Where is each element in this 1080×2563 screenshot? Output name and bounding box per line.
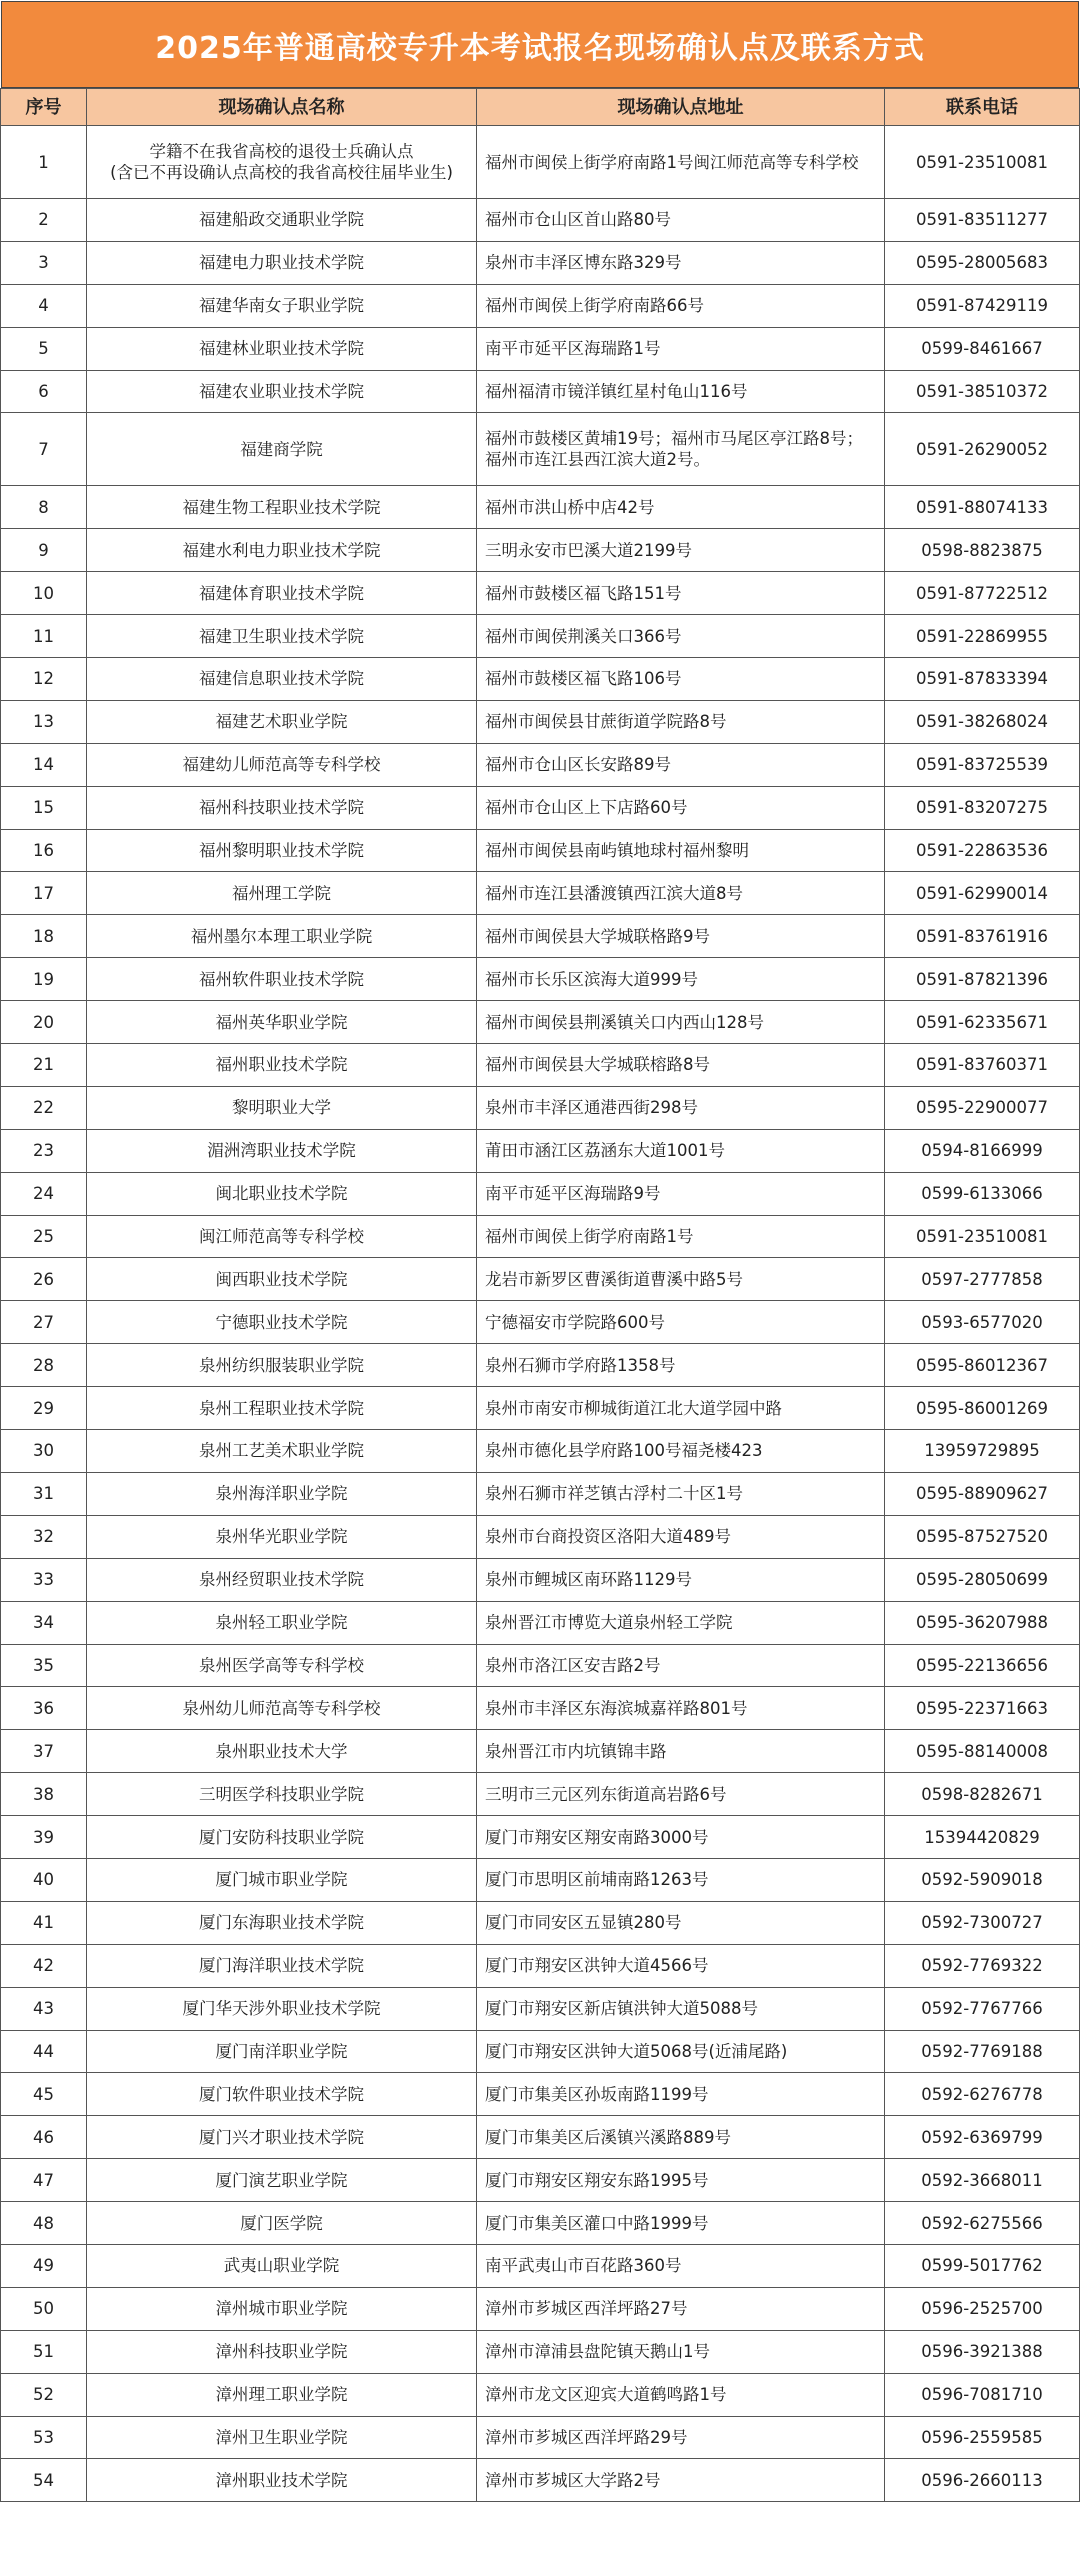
- row-site-name: 福建商学院: [87, 413, 477, 486]
- row-site-name: 厦门南洋职业学院: [87, 2030, 477, 2073]
- row-phone: 0597-2777858: [885, 1258, 1080, 1301]
- row-site-name: 福州黎明职业技术学院: [87, 829, 477, 872]
- row-site-address: 莆田市涵江区荔涵东大道1001号: [477, 1129, 885, 1172]
- row-index: 51: [1, 2330, 87, 2373]
- table-row: [1, 1601, 1080, 1644]
- row-site-address: 厦门市翔安区洪钟大道4566号: [477, 1944, 885, 1987]
- row-site-address: 厦门市翔安区洪钟大道5068号(近浦尾路): [477, 2030, 885, 2073]
- table-row: [1, 2416, 1080, 2459]
- table-row: [1, 1773, 1080, 1816]
- table-row: [1, 1944, 1080, 1987]
- row-phone: 0598-8282671: [885, 1773, 1080, 1816]
- table-row: [1, 241, 1080, 284]
- row-phone: 0595-36207988: [885, 1601, 1080, 1644]
- row-index: 2: [1, 199, 87, 242]
- table-row: [1, 1344, 1080, 1387]
- table-row: [1, 284, 1080, 327]
- row-site-name: 武夷山职业学院: [87, 2244, 477, 2287]
- table-row: [1, 1687, 1080, 1730]
- row-site-address: 福州市闽侯荆溪关口366号: [477, 615, 885, 658]
- row-site-address: 福州市洪山桥中店42号: [477, 486, 885, 529]
- row-phone: 0595-28005683: [885, 241, 1080, 284]
- row-phone: 0592-5909018: [885, 1858, 1080, 1901]
- row-phone: 0595-87527520: [885, 1515, 1080, 1558]
- row-site-name: 泉州工程职业技术学院: [87, 1387, 477, 1430]
- table-row: [1, 1301, 1080, 1344]
- row-phone: 0594-8166999: [885, 1129, 1080, 1172]
- row-index: 4: [1, 284, 87, 327]
- row-phone: 0596-7081710: [885, 2373, 1080, 2416]
- row-site-name: 福州墨尔本理工职业学院: [87, 915, 477, 958]
- row-phone: 0598-8823875: [885, 529, 1080, 572]
- row-site-name: 福州软件职业技术学院: [87, 958, 477, 1001]
- row-index: 45: [1, 2073, 87, 2116]
- row-site-address: 福州市鼓楼区福飞路151号: [477, 572, 885, 615]
- row-site-address: 漳州市龙文区迎宾大道鹤鸣路1号: [477, 2373, 885, 2416]
- table-row: [1, 1987, 1080, 2030]
- row-index: 40: [1, 1858, 87, 1901]
- row-site-name: 泉州医学高等专科学校: [87, 1644, 477, 1687]
- table-row: [1, 1215, 1080, 1258]
- row-index: 19: [1, 958, 87, 1001]
- row-site-address: 厦门市集美区孙坂南路1199号: [477, 2073, 885, 2116]
- row-site-name: 泉州经贸职业技术学院: [87, 1558, 477, 1601]
- table-row: [1, 1644, 1080, 1687]
- row-phone: 0595-28050699: [885, 1558, 1080, 1601]
- row-site-name: 福建电力职业技术学院: [87, 241, 477, 284]
- row-index: 39: [1, 1816, 87, 1859]
- row-site-address: 龙岩市新罗区曹溪街道曹溪中路5号: [477, 1258, 885, 1301]
- row-site-address: 泉州市台商投资区洛阳大道489号: [477, 1515, 885, 1558]
- row-phone: 0591-83761916: [885, 915, 1080, 958]
- table-row: [1, 1172, 1080, 1215]
- row-site-address: 南平市延平区海瑞路9号: [477, 1172, 885, 1215]
- row-site-name: 福建艺术职业学院: [87, 700, 477, 743]
- table-row: [1, 743, 1080, 786]
- row-phone: 0591-87429119: [885, 284, 1080, 327]
- row-site-address: 三明永安市巴溪大道2199号: [477, 529, 885, 572]
- row-phone: 0591-22863536: [885, 829, 1080, 872]
- row-phone: 0593-6577020: [885, 1301, 1080, 1344]
- row-index: 43: [1, 1987, 87, 2030]
- row-site-name: 厦门软件职业技术学院: [87, 2073, 477, 2116]
- row-site-name: 福建林业职业技术学院: [87, 327, 477, 370]
- row-phone: 0591-23510081: [885, 126, 1080, 199]
- table-row: [1, 529, 1080, 572]
- row-phone: 0591-38268024: [885, 700, 1080, 743]
- row-site-name: 泉州华光职业学院: [87, 1515, 477, 1558]
- row-index: 12: [1, 658, 87, 701]
- row-site-address: 厦门市翔安区翔安南路3000号: [477, 1816, 885, 1859]
- table-row: [1, 199, 1080, 242]
- row-site-address: 厦门市同安区五显镇280号: [477, 1901, 885, 1944]
- table-row: [1, 370, 1080, 413]
- row-site-name: 漳州科技职业学院: [87, 2330, 477, 2373]
- row-site-address: 福州市闽侯县大学城联格路9号: [477, 915, 885, 958]
- row-site-address: 漳州市芗城区西洋坪路27号: [477, 2287, 885, 2330]
- table-header-row: [1, 89, 1080, 126]
- table-row: [1, 915, 1080, 958]
- row-site-address: 福州市闽侯县甘蔗街道学院路8号: [477, 700, 885, 743]
- table-row: [1, 1001, 1080, 1044]
- table-row: [1, 1816, 1080, 1859]
- row-site-name: 福建船政交通职业学院: [87, 199, 477, 242]
- row-index: 52: [1, 2373, 87, 2416]
- table-row: [1, 2030, 1080, 2073]
- row-phone: 0595-22371663: [885, 1687, 1080, 1730]
- row-site-address: 泉州市鲤城区南环路1129号: [477, 1558, 885, 1601]
- row-phone: 0592-7300727: [885, 1901, 1080, 1944]
- row-site-name: 福建华南女子职业学院: [87, 284, 477, 327]
- row-site-name: 厦门安防科技职业学院: [87, 1816, 477, 1859]
- row-index: 24: [1, 1172, 87, 1215]
- row-phone: 15394420829: [885, 1816, 1080, 1859]
- row-site-name: 漳州卫生职业学院: [87, 2416, 477, 2459]
- row-site-address: 泉州市丰泽区通港西街298号: [477, 1086, 885, 1129]
- table-row: [1, 786, 1080, 829]
- row-site-address: 厦门市翔安区新店镇洪钟大道5088号: [477, 1987, 885, 2030]
- row-site-address: 福州市闽侯县荆溪镇关口内西山128号: [477, 1001, 885, 1044]
- table-row: [1, 2287, 1080, 2330]
- row-phone: 0591-62990014: [885, 872, 1080, 915]
- row-index: 28: [1, 1344, 87, 1387]
- row-site-name: 闽江师范高等专科学校: [87, 1215, 477, 1258]
- row-site-address: 三明市三元区列东街道高岩路6号: [477, 1773, 885, 1816]
- row-index: 41: [1, 1901, 87, 1944]
- row-index: 5: [1, 327, 87, 370]
- row-phone: 0592-6275566: [885, 2202, 1080, 2245]
- row-phone: 0591-87821396: [885, 958, 1080, 1001]
- row-site-name: 厦门兴才职业技术学院: [87, 2116, 477, 2159]
- row-site-address: 泉州石狮市祥芝镇古浮村二十区1号: [477, 1472, 885, 1515]
- table-row: [1, 572, 1080, 615]
- row-index: 34: [1, 1601, 87, 1644]
- row-index: 9: [1, 529, 87, 572]
- row-site-name: 福建水利电力职业技术学院: [87, 529, 477, 572]
- table-row: [1, 1472, 1080, 1515]
- table-row: [1, 2159, 1080, 2202]
- row-index: 44: [1, 2030, 87, 2073]
- table-row: [1, 1858, 1080, 1901]
- row-phone: 0591-23510081: [885, 1215, 1080, 1258]
- row-site-address: 福州市仓山区首山路80号: [477, 199, 885, 242]
- row-site-address: 福州市闽侯上街学府南路1号: [477, 1215, 885, 1258]
- row-site-address: 宁德福安市学院路600号: [477, 1301, 885, 1344]
- table-row: [1, 2202, 1080, 2245]
- row-phone: 0596-2559585: [885, 2416, 1080, 2459]
- row-phone: 0591-22869955: [885, 615, 1080, 658]
- row-phone: 0595-88140008: [885, 1730, 1080, 1773]
- row-index: 48: [1, 2202, 87, 2245]
- row-phone: 0591-87722512: [885, 572, 1080, 615]
- row-site-address: 厦门市集美区后溪镇兴溪路889号: [477, 2116, 885, 2159]
- row-index: 20: [1, 1001, 87, 1044]
- table-row: [1, 1901, 1080, 1944]
- row-phone: 0599-6133066: [885, 1172, 1080, 1215]
- table-row: [1, 1129, 1080, 1172]
- row-phone: 0592-7767766: [885, 1987, 1080, 2030]
- row-site-name: 福建体育职业技术学院: [87, 572, 477, 615]
- row-index: 36: [1, 1687, 87, 1730]
- row-site-address: 福州市闽侯县大学城联榕路8号: [477, 1044, 885, 1087]
- row-phone: 0591-83760371: [885, 1044, 1080, 1087]
- row-phone: 0592-7769188: [885, 2030, 1080, 2073]
- row-index: 33: [1, 1558, 87, 1601]
- row-index: 23: [1, 1129, 87, 1172]
- row-index: 17: [1, 872, 87, 915]
- table-row: [1, 1387, 1080, 1430]
- row-site-name: 泉州职业技术大学: [87, 1730, 477, 1773]
- row-index: 29: [1, 1387, 87, 1430]
- row-index: 11: [1, 615, 87, 658]
- row-site-address: 南平市延平区海瑞路1号: [477, 327, 885, 370]
- table-row: [1, 1258, 1080, 1301]
- row-index: 7: [1, 413, 87, 486]
- row-phone: 0599-5017762: [885, 2244, 1080, 2287]
- row-site-address: 福州市鼓楼区黄埔19号；福州市马尾区亭江路8号；福州市连江县西江滨大道2号。: [477, 413, 885, 486]
- row-phone: 0591-88074133: [885, 486, 1080, 529]
- row-site-address: 漳州市芗城区西洋坪路29号: [477, 2416, 885, 2459]
- row-phone: 0595-22900077: [885, 1086, 1080, 1129]
- header-phone: 联系电话: [885, 89, 1080, 126]
- row-site-address: 泉州市洛江区安吉路2号: [477, 1644, 885, 1687]
- row-phone: 0595-22136656: [885, 1644, 1080, 1687]
- row-site-address: 厦门市思明区前埔南路1263号: [477, 1858, 885, 1901]
- row-index: 27: [1, 1301, 87, 1344]
- row-site-name: 泉州纺织服装职业学院: [87, 1344, 477, 1387]
- row-site-name: 湄洲湾职业技术学院: [87, 1129, 477, 1172]
- row-phone: 0591-83725539: [885, 743, 1080, 786]
- row-phone: 0591-26290052: [885, 413, 1080, 486]
- row-index: 30: [1, 1430, 87, 1473]
- row-site-address: 福州市长乐区滨海大道999号: [477, 958, 885, 1001]
- row-index: 8: [1, 486, 87, 529]
- row-site-name: 福州职业技术学院: [87, 1044, 477, 1087]
- row-index: 3: [1, 241, 87, 284]
- table-row: [1, 2459, 1080, 2502]
- row-site-address: 厦门市翔安区翔安东路1995号: [477, 2159, 885, 2202]
- table-row: [1, 958, 1080, 1001]
- row-index: 21: [1, 1044, 87, 1087]
- row-site-address: 泉州市丰泽区东海滨城嘉祥路801号: [477, 1687, 885, 1730]
- row-index: 35: [1, 1644, 87, 1687]
- row-site-name: 厦门医学院: [87, 2202, 477, 2245]
- row-site-address: 厦门市集美区灌口中路1999号: [477, 2202, 885, 2245]
- row-index: 49: [1, 2244, 87, 2287]
- table-row: [1, 615, 1080, 658]
- row-site-name: 漳州理工职业学院: [87, 2373, 477, 2416]
- confirmation-sites-table: [0, 88, 1080, 2502]
- row-phone: 0592-7769322: [885, 1944, 1080, 1987]
- row-index: 16: [1, 829, 87, 872]
- table-row: [1, 1044, 1080, 1087]
- row-phone: 0596-2660113: [885, 2459, 1080, 2502]
- row-index: 6: [1, 370, 87, 413]
- row-site-name: 黎明职业大学: [87, 1086, 477, 1129]
- row-site-address: 泉州石狮市学府路1358号: [477, 1344, 885, 1387]
- row-index: 38: [1, 1773, 87, 1816]
- row-site-address: 福州市闽侯县南屿镇地球村福州黎明: [477, 829, 885, 872]
- row-phone: 0591-83511277: [885, 199, 1080, 242]
- row-phone: 0592-6276778: [885, 2073, 1080, 2116]
- row-index: 13: [1, 700, 87, 743]
- table-row: [1, 829, 1080, 872]
- row-site-address: 泉州晋江市博览大道泉州轻工学院: [477, 1601, 885, 1644]
- table-row: [1, 2244, 1080, 2287]
- row-site-name: 福建幼儿师范高等专科学校: [87, 743, 477, 786]
- row-site-name: 泉州幼儿师范高等专科学校: [87, 1687, 477, 1730]
- row-phone: 0595-88909627: [885, 1472, 1080, 1515]
- row-site-name: 泉州海洋职业学院: [87, 1472, 477, 1515]
- table-row: [1, 1430, 1080, 1473]
- row-phone: 0596-2525700: [885, 2287, 1080, 2330]
- table-row: [1, 486, 1080, 529]
- row-site-name: 厦门海洋职业技术学院: [87, 1944, 477, 1987]
- row-phone: 0592-3668011: [885, 2159, 1080, 2202]
- row-index: 26: [1, 1258, 87, 1301]
- row-phone: 13959729895: [885, 1430, 1080, 1473]
- table-row: [1, 1730, 1080, 1773]
- row-site-name: 福建信息职业技术学院: [87, 658, 477, 701]
- row-phone: 0591-83207275: [885, 786, 1080, 829]
- row-site-name: 三明医学科技职业学院: [87, 1773, 477, 1816]
- row-index: 14: [1, 743, 87, 786]
- row-index: 18: [1, 915, 87, 958]
- table-row: [1, 1515, 1080, 1558]
- row-site-name: 漳州职业技术学院: [87, 2459, 477, 2502]
- table-row: [1, 413, 1080, 486]
- row-site-name: 学籍不在我省高校的退役士兵确认点 (含已不再设确认点高校的我省高校往届毕业生): [87, 126, 477, 199]
- row-index: 15: [1, 786, 87, 829]
- table-row: [1, 2073, 1080, 2116]
- row-site-address: 漳州市漳浦县盘陀镇天鹅山1号: [477, 2330, 885, 2373]
- row-site-address: 泉州市丰泽区博东路329号: [477, 241, 885, 284]
- row-site-address: 福州福清市镜洋镇红星村龟山116号: [477, 370, 885, 413]
- table-row: [1, 2330, 1080, 2373]
- row-site-name: 宁德职业技术学院: [87, 1301, 477, 1344]
- row-index: 10: [1, 572, 87, 615]
- row-site-name: 漳州城市职业学院: [87, 2287, 477, 2330]
- row-site-name: 厦门东海职业技术学院: [87, 1901, 477, 1944]
- row-site-name: 闽西职业技术学院: [87, 1258, 477, 1301]
- row-site-name: 厦门华天涉外职业技术学院: [87, 1987, 477, 2030]
- row-site-name: 福建农业职业技术学院: [87, 370, 477, 413]
- header-site-name: 现场确认点名称: [87, 89, 477, 126]
- header-index: 序号: [1, 89, 87, 126]
- row-site-name: 泉州工艺美术职业学院: [87, 1430, 477, 1473]
- row-site-address: 福州市仓山区上下店路60号: [477, 786, 885, 829]
- row-site-name: 福建生物工程职业技术学院: [87, 486, 477, 529]
- row-index: 22: [1, 1086, 87, 1129]
- header-site-address: 现场确认点地址: [477, 89, 885, 126]
- row-phone: 0591-38510372: [885, 370, 1080, 413]
- row-index: 37: [1, 1730, 87, 1773]
- row-phone: 0596-3921388: [885, 2330, 1080, 2373]
- table-row: [1, 658, 1080, 701]
- row-site-address: 泉州晋江市内坑镇锦丰路: [477, 1730, 885, 1773]
- row-phone: 0599-8461667: [885, 327, 1080, 370]
- row-site-address: 福州市连江县潘渡镇西江滨大道8号: [477, 872, 885, 915]
- row-site-name: 福建卫生职业技术学院: [87, 615, 477, 658]
- row-phone: 0592-6369799: [885, 2116, 1080, 2159]
- table-row: [1, 872, 1080, 915]
- row-site-name: 厦门演艺职业学院: [87, 2159, 477, 2202]
- row-site-address: 泉州市南安市柳城街道江北大道学园中路: [477, 1387, 885, 1430]
- row-site-address: 福州市鼓楼区福飞路106号: [477, 658, 885, 701]
- table-row: [1, 700, 1080, 743]
- table-row: [1, 1558, 1080, 1601]
- row-site-name: 闽北职业技术学院: [87, 1172, 477, 1215]
- table-row: [1, 327, 1080, 370]
- row-site-address: 福州市闽侯上街学府南路66号: [477, 284, 885, 327]
- row-site-address: 南平武夷山市百花路360号: [477, 2244, 885, 2287]
- row-site-name: 福州英华职业学院: [87, 1001, 477, 1044]
- row-phone: 0595-86012367: [885, 1344, 1080, 1387]
- row-index: 32: [1, 1515, 87, 1558]
- row-index: 46: [1, 2116, 87, 2159]
- row-phone: 0591-62335671: [885, 1001, 1080, 1044]
- row-site-name: 厦门城市职业学院: [87, 1858, 477, 1901]
- row-index: 1: [1, 126, 87, 199]
- table-row: [1, 2116, 1080, 2159]
- row-site-address: 福州市闽侯上街学府南路1号闽江师范高等专科学校: [477, 126, 885, 199]
- row-index: 50: [1, 2287, 87, 2330]
- row-site-name: 福州科技职业技术学院: [87, 786, 477, 829]
- row-index: 31: [1, 1472, 87, 1515]
- row-site-name: 泉州轻工职业学院: [87, 1601, 477, 1644]
- table-row: [1, 2373, 1080, 2416]
- row-site-name: 福州理工学院: [87, 872, 477, 915]
- table-row: [1, 126, 1080, 199]
- row-site-address: 泉州市德化县学府路100号福尧楼423: [477, 1430, 885, 1473]
- row-index: 53: [1, 2416, 87, 2459]
- row-index: 54: [1, 2459, 87, 2502]
- page-title: 2025年普通高校专升本考试报名现场确认点及联系方式: [1, 1, 1079, 88]
- row-index: 47: [1, 2159, 87, 2202]
- table-row: [1, 1086, 1080, 1129]
- row-phone: 0591-87833394: [885, 658, 1080, 701]
- row-phone: 0595-86001269: [885, 1387, 1080, 1430]
- row-site-address: 漳州市芗城区大学路2号: [477, 2459, 885, 2502]
- row-site-address: 福州市仓山区长安路89号: [477, 743, 885, 786]
- row-index: 42: [1, 1944, 87, 1987]
- row-index: 25: [1, 1215, 87, 1258]
